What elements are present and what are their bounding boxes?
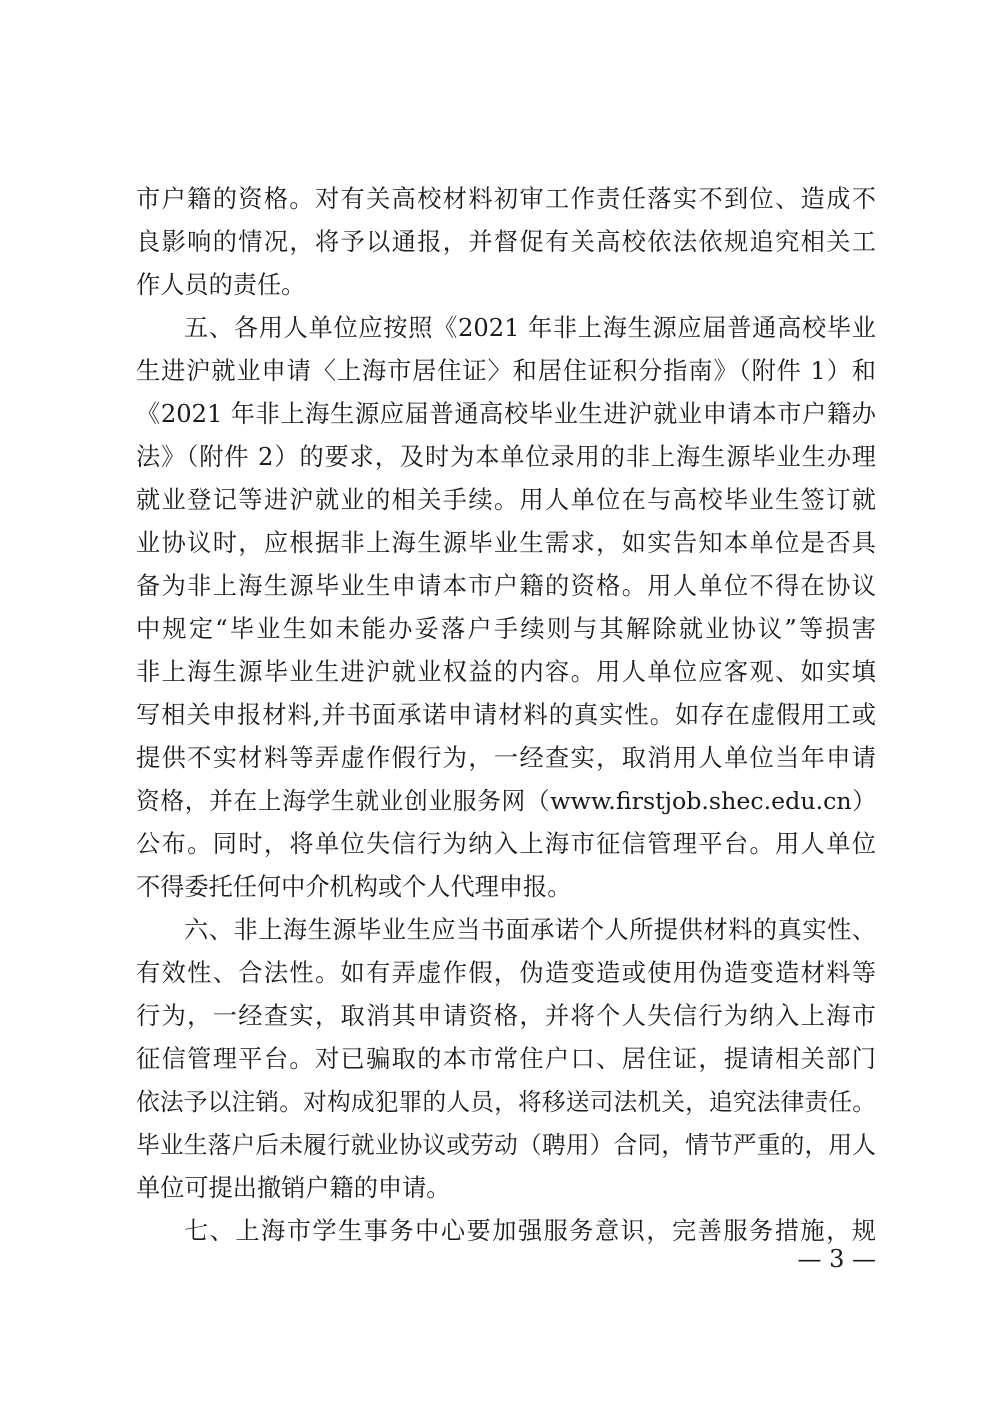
text-line: 生进沪就业申请〈上海市居住证〉和居住证积分指南》（附件 1）和 (136, 357, 876, 385)
body-text (136, 178, 876, 1253)
paragraph-six-first-line: 六、非上海生源毕业生应当书面承诺个人所提供材料的真实性、 (184, 916, 876, 944)
text-line: 资格，并在上海学生就业创业服务网（www.firstjob.shec.edu.cn） (136, 787, 876, 815)
text-line: 单位可提出撤销户籍的申请。 (136, 1174, 451, 1202)
text-line: 不得委托任何中介机构或个人代理申报。 (136, 873, 572, 901)
text-line: 行为，一经查实，取消其申请资格，并将个人失信行为纳入上海市 (136, 1002, 876, 1030)
text-line: 法》（附件 2）的要求，及时为本单位录用的非上海生源毕业生办理 (136, 443, 876, 471)
text-line: 作人员的责任。 (136, 271, 306, 299)
text-line: 有效性、合法性。如有弄虚作假，伪造变造或使用伪造变造材料等 (136, 959, 876, 987)
text-line: 毕业生落户后未履行就业协议或劳动（聘用）合同，情节严重的，用人 (136, 1131, 876, 1159)
text-line: 依法予以注销。对构成犯罪的人员，将移送司法机关，追究法律责任。 (136, 1088, 876, 1116)
page-number: — 3 — (797, 1245, 876, 1273)
text-line: 非上海生源毕业生进沪就业权益的内容。用人单位应客观、如实填 (136, 658, 876, 686)
text-line: 业协议时，应根据非上海生源毕业生需求，如实告知本单位是否具 (136, 529, 876, 557)
text-line: 征信管理平台。对已骗取的本市常住户口、居住证，提请相关部门 (136, 1045, 876, 1073)
paragraph-five-first-line: 五、各用人单位应按照《2021 年非上海生源应届普通高校毕业 (184, 314, 876, 342)
text-line: 《2021 年非上海生源应届普通高校毕业生进沪就业申请本市户籍办 (136, 400, 876, 428)
text-line: 写相关申报材料,并书面承诺申请材料的真实性。如存在虚假用工或 (136, 701, 876, 729)
text-line: 良影响的情况，将予以通报，并督促有关高校依法依规追究相关工 (136, 228, 876, 256)
text-line: 中规定“毕业生如未能办妥落户手续则与其解除就业协议”等损害 (136, 615, 876, 643)
text-line: 备为非上海生源毕业生申请本市户籍的资格。用人单位不得在协议 (136, 572, 876, 600)
text-line: 市户籍的资格。对有关高校材料初审工作责任落实不到位、造成不 (136, 185, 876, 213)
text-line: 提供不实材料等弄虚作假行为，一经查实，取消用人单位当年申请 (136, 744, 876, 772)
text-line: 公布。同时，将单位失信行为纳入上海市征信管理平台。用人单位 (136, 830, 876, 858)
paragraph-seven-first-line: 七、上海市学生事务中心要加强服务意识，完善服务措施，规 (184, 1217, 876, 1245)
text-line: 就业登记等进沪就业的相关手续。用人单位在与高校毕业生签订就 (136, 486, 876, 514)
